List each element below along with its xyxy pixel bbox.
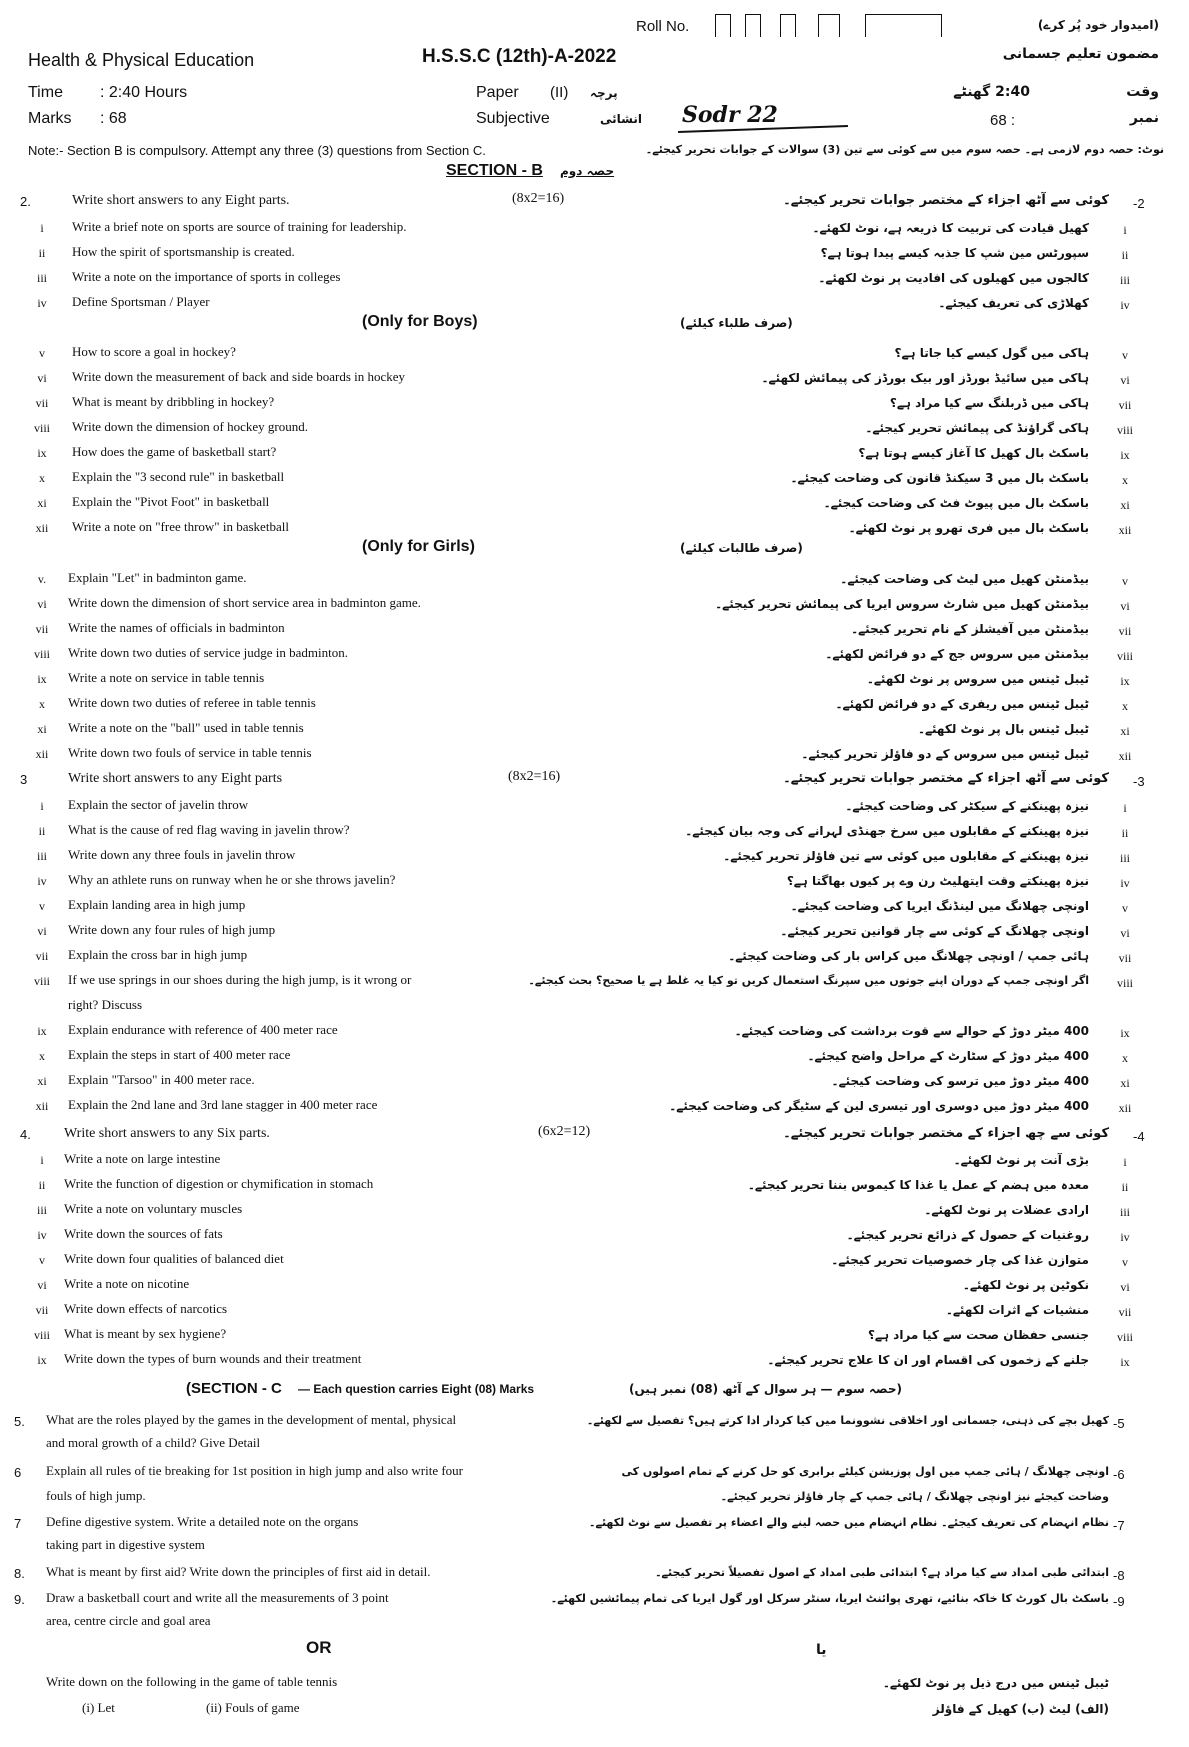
q4-item-number-ur: iii <box>1119 1205 1130 1219</box>
q3-number: 3 <box>20 772 28 787</box>
q3-item-ur: اگر اونچی جمپ کے دوران اپنے جوتوں میں سپرنگ استعمال کریں تو کیا یہ غلط ہے یا صحیح؟ بحث کیجئے۔ <box>528 974 1089 987</box>
girls-item-number-ur: vii <box>1118 624 1132 638</box>
girls-item-number-ur: vi <box>1120 599 1130 613</box>
time-ur-value: 2:40 گھنٹے <box>953 84 1030 100</box>
q5-text-cont: and moral growth of a child? Give Detail <box>46 1435 261 1450</box>
q2-item-ur: سپورٹس مین شپ کا جذبہ کیسے پیدا ہوتا ہے؟ <box>820 246 1089 260</box>
q4-item-number: iv <box>37 1228 47 1242</box>
q3-item-text: What is the cause of red flag waving in javelin throw? <box>68 822 350 837</box>
q3-item-ur: 400 میٹر دوڑ میں ترسو کی وضاحت کیجئے۔ <box>831 1074 1089 1088</box>
girls-item-text: Write a note on service in table tennis <box>68 670 265 685</box>
q3-item-text: Explain the 2nd lane and 3rd lane stagger in 400 meter race <box>68 1097 378 1112</box>
q3-instruction: Write short answers to any Eight parts <box>68 771 283 786</box>
alt-question-text: Write down on the following in the game of table tennis <box>46 1674 338 1689</box>
boys-item-ur: باسکٹ بال میں فری تھرو پر نوٹ لکھئے۔ <box>848 521 1089 535</box>
girls-item-number: x <box>39 697 45 711</box>
q3-item-number-ur: i <box>1123 801 1127 815</box>
q4-item-text: Write a note on large intestine <box>64 1151 221 1166</box>
girls-item-number: xi <box>37 722 47 736</box>
girls-item-number-ur: x <box>1122 699 1128 713</box>
boys-item-text: Explain the "Pivot Foot" in basketball <box>72 494 270 509</box>
girls-item-ur: بیڈمنٹن کھیل میں لیٹ کی وضاحت کیجئے۔ <box>840 572 1089 586</box>
q4-instruction-ur: کوئی سے چھ اجزاء کے مختصر جوابات تحریر کیجئے۔ <box>783 1126 1109 1141</box>
q4-item-text: Write a note on nicotine <box>64 1276 190 1291</box>
boys-item-number: x <box>39 471 45 485</box>
boys-item-ur: باسکٹ بال کھیل کا آغاز کیسے ہوتا ہے؟ <box>858 446 1089 460</box>
q2-item-number: iii <box>36 271 47 285</box>
girls-item-text: Write down two duties of referee in table tennis <box>68 695 316 710</box>
q3-item-ur: 400 میٹر دوڑ میں دوسری اور تیسری لین کے سٹیگر کی وضاحت کیجئے۔ <box>669 1099 1089 1113</box>
girls-item-ur: ٹیبل ٹینس میں سروس پر نوٹ لکھئے۔ <box>866 672 1089 686</box>
q3-item-ur: نیزہ پھینکتے وقت ایتھلیٹ رن وے پر کیوں بھاگتا ہے؟ <box>786 874 1089 888</box>
q3-item-number-ur: ix <box>1120 1026 1130 1040</box>
q2-number-ur: -2 <box>1133 196 1145 211</box>
q2-item-number-ur: iii <box>1119 273 1130 287</box>
q2-marks: (8x2=16) <box>512 191 565 206</box>
section-b-title: SECTION - B <box>446 162 543 179</box>
q3-item-number: v <box>39 899 45 913</box>
boys-item-ur: ہاکی میں گول کیسے کیا جاتا ہے؟ <box>894 346 1089 360</box>
q4-item-number-ur: vi <box>1120 1280 1130 1294</box>
boys-item-text: What is meant by dribbling in hockey? <box>72 394 275 409</box>
girls-item-ur: بیڈمنٹن میں آفیشلز کے نام تحریر کیجئے۔ <box>851 622 1089 636</box>
q9-text: Draw a basketball court and write all the measurements of 3 point <box>46 1590 389 1605</box>
q4-item-number-ur: vii <box>1118 1305 1132 1319</box>
girls-item-text: Explain "Let" in badminton game. <box>68 570 247 585</box>
q3-item-number-ur: vi <box>1120 926 1130 940</box>
q7-text-cont: taking part in digestive system <box>46 1537 205 1552</box>
q3-item-number: ii <box>38 824 46 838</box>
q3-item-number: ix <box>37 1024 47 1038</box>
q3-number-ur: -3 <box>1133 774 1145 789</box>
boys-item-number: ix <box>37 446 47 460</box>
q4-item-text: Write down the types of burn wounds and their treatment <box>64 1351 362 1366</box>
q7-number-ur: -7 <box>1113 1518 1125 1533</box>
q6-text-ur: اونچی چھلانگ / ہائی جمپ میں اول پوزیشن کیلئے برابری کو حل کرنے کے تمام اصولوں کی <box>621 1465 1109 1478</box>
q4-instruction: Write short answers to any Six parts. <box>64 1126 270 1141</box>
subject-en: Health & Physical Education <box>28 50 255 70</box>
marks-ur-label: نمبر <box>1129 110 1159 126</box>
q9-number: 9. <box>14 1592 25 1607</box>
girls-item-number-ur: v <box>1122 574 1128 588</box>
q3-item-text: Explain landing area in high jump <box>68 897 246 912</box>
boys-item-number: vii <box>35 396 49 410</box>
q2-item-text: Write a brief note on sports are source of training for leadership. <box>72 219 407 234</box>
marks-label: Marks <box>28 110 72 127</box>
or-label: OR <box>306 1638 332 1657</box>
q4-item-number-ur: iv <box>1120 1230 1130 1244</box>
q8-text-ur: ابتدائی طبی امداد سے کیا مراد ہے؟ ابتدائی طبی امداد کے اصول تفصیلاً تحریر کیجئے۔ <box>655 1566 1109 1579</box>
boys-item-number: v <box>39 346 45 360</box>
q5-number-ur: -5 <box>1113 1416 1125 1431</box>
q3-item-ur: 400 میٹر دوڑ کے سٹارٹ کے مراحل واضح کیجئے۔ <box>807 1049 1089 1063</box>
q4-item-text: Write a note on voluntary muscles <box>64 1201 243 1216</box>
girls-item-number: vi <box>37 597 47 611</box>
q3-item-number: xi <box>37 1074 47 1088</box>
boys-item-number: viii <box>33 421 50 435</box>
q4-item-ur: متوازن غذا کی چار خصوصیات تحریر کیجئے۔ <box>831 1253 1089 1267</box>
alt-item-fouls: (ii) Fouls of game <box>206 1700 300 1715</box>
section-c-title-ur: (حصہ سوم — ہر سوال کے آٹھ (08) نمبر ہیں) <box>628 1382 902 1396</box>
boys-header: (Only for Boys) <box>362 313 478 330</box>
girls-item-number: vii <box>35 622 49 636</box>
q4-item-ur: معدہ میں ہضم کے عمل یا غذا کا کیموس بننا تحریر کیجئے۔ <box>747 1178 1089 1192</box>
q4-item-ur: منشیات کے اثرات لکھئے۔ <box>945 1303 1089 1317</box>
boys-header-ur: (صرف طلباء کیلئے) <box>680 316 793 330</box>
girls-item-text: Write the names of officials in badminton <box>68 620 285 635</box>
subjective-label: Subjective <box>476 110 550 127</box>
girls-header-ur: (صرف طالبات کیلئے) <box>680 541 803 555</box>
girls-header: (Only for Girls) <box>362 538 475 555</box>
boys-item-text: How does the game of basketball start? <box>72 444 277 459</box>
boys-item-number-ur: vii <box>1118 398 1132 412</box>
girls-item-number-ur: xii <box>1118 749 1132 763</box>
q3-item-ur: اونچی چھلانگ کے کوئی سے چار قوانین تحریر کیجئے۔ <box>780 924 1089 938</box>
q4-item-number: vii <box>35 1303 49 1317</box>
q4-marks: (6x2=12) <box>538 1124 591 1139</box>
q3-item-number: vi <box>37 924 47 938</box>
roll-box-2[interactable] <box>745 14 761 37</box>
q3-marks: (8x2=16) <box>508 769 561 784</box>
q2-item-ur: کھیل قیادت کی تربیت کا ذریعہ ہے، نوٹ لکھئے۔ <box>812 221 1089 235</box>
q3-item-number-ur: xi <box>1120 1076 1130 1090</box>
section-c-title: (SECTION - C <box>186 1380 282 1397</box>
time-ur-label: وقت <box>1126 84 1159 100</box>
boys-item-number-ur: x <box>1122 473 1128 487</box>
boys-item-ur: ہاکی گراؤنڈ کی پیمائش تحریر کیجئے۔ <box>865 421 1089 435</box>
q3-item-ur: ہائی جمپ / اونچی چھلانگ میں کراس بار کی وضاحت کیجئے۔ <box>728 949 1089 963</box>
marks-value: : 68 <box>100 110 127 127</box>
q4-item-ur: ارادی عضلات پر نوٹ لکھئے۔ <box>924 1203 1089 1217</box>
q6-text-cont: fouls of high jump. <box>46 1488 146 1503</box>
q4-item-number-ur: ii <box>1121 1180 1129 1194</box>
q2-instruction-ur: کوئی سے آٹھ اجزاء کے مختصر جوابات تحریر کیجئے۔ <box>783 193 1109 208</box>
q3-item-text: Explain the steps in start of 400 meter race <box>68 1047 291 1062</box>
boys-item-text: Explain the "3 second rule" in basketball <box>72 469 285 484</box>
girls-item-ur: بیڈمنٹن کھیل میں شارٹ سروس ایریا کی پیمائش تحریر کیجئے۔ <box>715 597 1089 611</box>
q3-item-ur: نیزہ پھینکنے کے سیکٹر کی وضاحت کیجئے۔ <box>845 799 1089 813</box>
q4-item-number-ur: ix <box>1120 1355 1130 1369</box>
q7-number: 7 <box>14 1516 22 1531</box>
q4-item-text: Write down four qualities of balanced diet <box>64 1251 284 1266</box>
girls-item-number: ix <box>37 672 47 686</box>
q3-item-number-ur: iii <box>1119 851 1130 865</box>
q7-text-ur: نظام انہضام کی تعریف کیجئے۔ نظام انہضام میں حصہ لینے والے اعضاء پر تفصیل سے نوٹ لکھئے۔ <box>589 1516 1109 1529</box>
boys-item-text: Write down the dimension of hockey ground. <box>72 419 308 434</box>
handwritten-code: Sodr 22 <box>682 102 778 128</box>
q2-item-number-ur: ii <box>1121 248 1129 262</box>
q4-item-ur: نکوٹین پر نوٹ لکھئے۔ <box>962 1278 1089 1292</box>
boys-item-number-ur: viii <box>1116 423 1133 437</box>
girls-item-number: viii <box>33 647 50 661</box>
q2-item-number-ur: iv <box>1120 298 1130 312</box>
q2-item-text: Define Sportsman / Player <box>72 294 210 309</box>
q4-item-number: iii <box>36 1203 47 1217</box>
boys-item-text: Write a note on "free throw" in basketball <box>72 519 289 534</box>
q3-item-number: vii <box>35 949 49 963</box>
section-c-subtitle: — Each question carries Eight (08) Marks <box>298 1382 535 1396</box>
roll-box-5[interactable] <box>865 14 942 37</box>
q3-item-number-ur: x <box>1122 1051 1128 1065</box>
boys-item-ur: باسکٹ بال میں 3 سیکنڈ قانون کی وضاحت کیجئے۔ <box>790 471 1089 485</box>
q3-item-number-ur: xii <box>1118 1101 1132 1115</box>
note-en: Note:- Section B is compulsory. Attempt any three (3) questions from Section C. <box>28 143 486 158</box>
q3-item-text: Explain the sector of javelin throw <box>68 797 249 812</box>
q4-item-number-ur: viii <box>1116 1330 1133 1344</box>
q8-text: What is meant by first aid? Write down the principles of first aid in detail. <box>46 1564 431 1579</box>
q5-text: What are the roles played by the games in the development of mental, physical <box>46 1412 457 1427</box>
q7-text: Define digestive system. Write a detailed note on the organs <box>46 1514 359 1529</box>
q2-item-number-ur: i <box>1123 223 1127 237</box>
q2-item-text: How the spirit of sportsmanship is created. <box>72 244 295 259</box>
q3-item-number: iii <box>36 849 47 863</box>
q2-number: 2. <box>20 194 31 209</box>
q4-item-number-ur: i <box>1123 1155 1127 1169</box>
q3-item-ur: نیزہ پھینکنے کے مقابلوں میں کوئی سے تین فاؤلز تحریر کیجئے۔ <box>723 849 1089 863</box>
q4-number: 4. <box>20 1127 31 1142</box>
q9-number-ur: -9 <box>1113 1594 1125 1609</box>
boys-item-ur: ہاکی میں سائیڈ بورڈز اور بیک بورڈز کی پیمائش لکھئے۔ <box>761 371 1089 385</box>
q4-item-ur: روغنیات کے حصول کے ذرائع تحریر کیجئے۔ <box>846 1228 1089 1242</box>
boys-item-number-ur: xii <box>1118 523 1132 537</box>
roll-label: Roll No. <box>636 18 690 35</box>
q3-item-text: Explain the cross bar in high jump <box>68 947 248 962</box>
girls-item-number-ur: ix <box>1120 674 1130 688</box>
q2-item-text: Write a note on the importance of sports in colleges <box>72 269 341 284</box>
boys-item-ur: ہاکی میں ڈربلنگ سے کیا مراد ہے؟ <box>889 396 1089 410</box>
q2-item-ur: کالجوں میں کھیلوں کی افادیت پر نوٹ لکھئے۔ <box>818 271 1089 285</box>
or-label-ur: یا <box>816 1642 827 1658</box>
q3-item-text: Why an athlete runs on runway when he or she throws javelin? <box>68 872 396 887</box>
subject-ur: مضمون تعلیم جسمانی <box>1002 46 1159 62</box>
q4-item-text: What is meant by sex hygiene? <box>64 1326 227 1341</box>
time-value: : 2:40 Hours <box>100 84 188 101</box>
paper-value: (II) <box>550 84 569 101</box>
paper-ur: پرچہ <box>590 86 618 100</box>
q4-item-number: ii <box>38 1178 46 1192</box>
q4-item-number: ix <box>37 1353 47 1367</box>
subjective-ur: انشائی <box>600 112 642 126</box>
q6-number-ur: -6 <box>1113 1467 1125 1482</box>
q4-item-text: Write the function of digestion or chymification in stomach <box>64 1176 374 1191</box>
time-label: Time <box>28 84 63 101</box>
q3-item-ur: 400 میٹر دوڑ کے حوالے سے قوت برداشت کی وضاحت کیجئے۔ <box>734 1024 1089 1038</box>
q3-item-ur: نیزہ پھینکنے کے مقابلوں میں سرخ جھنڈی لہرانے کی وجہ بیان کیجئے۔ <box>685 824 1089 838</box>
girls-item-ur: ٹیبل ٹینس میں سروس کے دو فاؤلز تحریر کیجئے۔ <box>801 747 1089 761</box>
q6-text: Explain all rules of tie breaking for 1st position in high jump and also write four <box>46 1463 464 1478</box>
girls-item-ur: ٹیبل ٹینس میں ریفری کے دو فرائض لکھئے۔ <box>835 697 1089 711</box>
q9-text-ur: باسکٹ بال کورٹ کا خاکہ بنائیے، تھری پوائنٹ ایریا، سنٹر سرکل اور گول ایریا کی تمام پیمائشیں لکھئے۔ <box>550 1592 1109 1605</box>
roll-box-3[interactable] <box>780 14 796 37</box>
boys-item-number: xi <box>37 496 47 510</box>
q4-item-number: i <box>40 1153 44 1167</box>
roll-box-4[interactable] <box>818 14 840 37</box>
girls-item-number-ur: xi <box>1120 724 1130 738</box>
q4-item-number: vi <box>37 1278 47 1292</box>
q3-item-number: x <box>39 1049 45 1063</box>
q5-number: 5. <box>14 1414 25 1429</box>
boys-item-number-ur: ix <box>1120 448 1130 462</box>
marks-ur-value: 68 : <box>990 112 1016 129</box>
boys-item-number: vi <box>37 371 47 385</box>
q3-item-number-ur: ii <box>1121 826 1129 840</box>
q3-item-text: Write down any four rules of high jump <box>68 922 276 937</box>
q4-item-text: Write down the sources of fats <box>64 1226 223 1241</box>
q4-item-number: v <box>39 1253 45 1267</box>
girls-item-ur: ٹیبل ٹینس بال پر نوٹ لکھئے۔ <box>917 722 1089 736</box>
boys-item-ur: باسکٹ بال میں پیوٹ فٹ کی وضاحت کیجئے۔ <box>823 496 1089 510</box>
girls-item-number: v. <box>37 572 47 586</box>
boys-item-text: Write down the measurement of back and side boards in hockey <box>72 369 406 384</box>
q5-text-ur: کھیل بچے کی ذہنی، جسمانی اور اخلاقی نشوونما میں کیا کردار ادا کرتے ہیں؟ تفصیل سے لکھئے۔ <box>586 1414 1109 1427</box>
alt-items-ur: (الف) لیٹ (ب) کھیل کے فاؤلز <box>932 1702 1109 1716</box>
q3-item-text: If we use springs in our shoes during the high jump, is it wrong or <box>68 972 412 987</box>
q3-item-number: viii <box>33 974 50 988</box>
q3-item-number: xii <box>35 1099 49 1113</box>
q4-item-number: viii <box>33 1328 50 1342</box>
q3-item-number-ur: iv <box>1120 876 1130 890</box>
paper-label: Paper <box>476 84 519 101</box>
q3-item-text-cont: right? Discuss <box>68 997 143 1012</box>
q6-number: 6 <box>14 1465 22 1480</box>
roll-note-ur: (امیدوار خود پُر کرے) <box>1037 18 1159 32</box>
q3-item-number: iv <box>37 874 47 888</box>
q9-text-cont: area, centre circle and goal area <box>46 1613 211 1628</box>
alt-question-ur: ٹیبل ٹینس میں درج ذیل پر نوٹ لکھئے۔ <box>882 1676 1109 1690</box>
q3-item-text: Explain endurance with reference of 400 meter race <box>68 1022 338 1037</box>
q2-instruction: Write short answers to any Eight parts. <box>72 193 290 208</box>
girls-item-text: Write down the dimension of short service area in badminton game. <box>68 595 421 610</box>
q8-number: 8. <box>14 1566 25 1581</box>
girls-item-text: Write down two duties of service judge in badminton. <box>68 645 349 660</box>
q2-item-number: ii <box>38 246 46 260</box>
girls-item-text: Write a note on the "ball" used in table tennis <box>68 720 304 735</box>
q3-item-number-ur: vii <box>1118 951 1132 965</box>
q4-item-number-ur: v <box>1122 1255 1128 1269</box>
roll-box-1[interactable] <box>715 14 731 37</box>
q3-item-number-ur: viii <box>1116 976 1133 990</box>
q4-number-ur: -4 <box>1133 1129 1145 1144</box>
q8-number-ur: -8 <box>1113 1568 1125 1583</box>
q3-item-number-ur: v <box>1122 901 1128 915</box>
q2-item-ur: کھلاڑی کی تعریف کیجئے۔ <box>938 296 1089 310</box>
q2-item-number: i <box>40 221 44 235</box>
q3-item-number: i <box>40 799 44 813</box>
girls-item-number-ur: viii <box>1116 649 1133 663</box>
boys-item-number-ur: vi <box>1120 373 1130 387</box>
alt-item-let: (i) Let <box>82 1700 115 1715</box>
note-ur: نوٹ: حصہ دوم لازمی ہے۔ حصہ سوم میں سے کوئی سے تین (3) سوالات کے جوابات تحریر کیجئے۔ <box>645 143 1164 156</box>
girls-item-ur: بیڈمنٹن میں سروس جج کے دو فرائض لکھئے۔ <box>825 647 1089 661</box>
q3-item-ur: اونچی چھلانگ میں لینڈنگ ایریا کی وضاحت کیجئے۔ <box>790 899 1089 913</box>
q6-text-ur-cont: وضاحت کیجئے نیز اونچی چھلانگ / ہائی جمپ کے چار فاؤلز تحریر کیجئے۔ <box>720 1490 1109 1503</box>
q3-item-text: Write down any three fouls in javelin throw <box>68 847 296 862</box>
section-b-title-ur: حصہ دوم <box>560 164 615 178</box>
boys-item-number-ur: xi <box>1120 498 1130 512</box>
q3-instruction-ur: کوئی سے آٹھ اجزاء کے مختصر جوابات تحریر کیجئے۔ <box>783 771 1109 786</box>
boys-item-text: How to score a goal in hockey? <box>72 344 236 359</box>
girls-item-text: Write down two fouls of service in table tennis <box>68 745 312 760</box>
q4-item-text: Write down effects of narcotics <box>64 1301 228 1316</box>
girls-item-number: xii <box>35 747 49 761</box>
q4-item-ur: جلنے کے زخموں کی اقسام اور ان کا علاج تحریر کیجئے۔ <box>767 1353 1089 1367</box>
boys-item-number: xii <box>35 521 49 535</box>
exam-title: H.S.S.C (12th)-A-2022 <box>422 46 617 67</box>
q2-item-number: iv <box>37 296 47 310</box>
q4-item-ur: جنسی حفظان صحت سے کیا مراد ہے؟ <box>867 1328 1089 1342</box>
q4-item-ur: بڑی آنت پر نوٹ لکھئے۔ <box>953 1153 1089 1167</box>
boys-item-number-ur: v <box>1122 348 1128 362</box>
q3-item-text: Explain "Tarsoo" in 400 meter race. <box>68 1072 255 1087</box>
